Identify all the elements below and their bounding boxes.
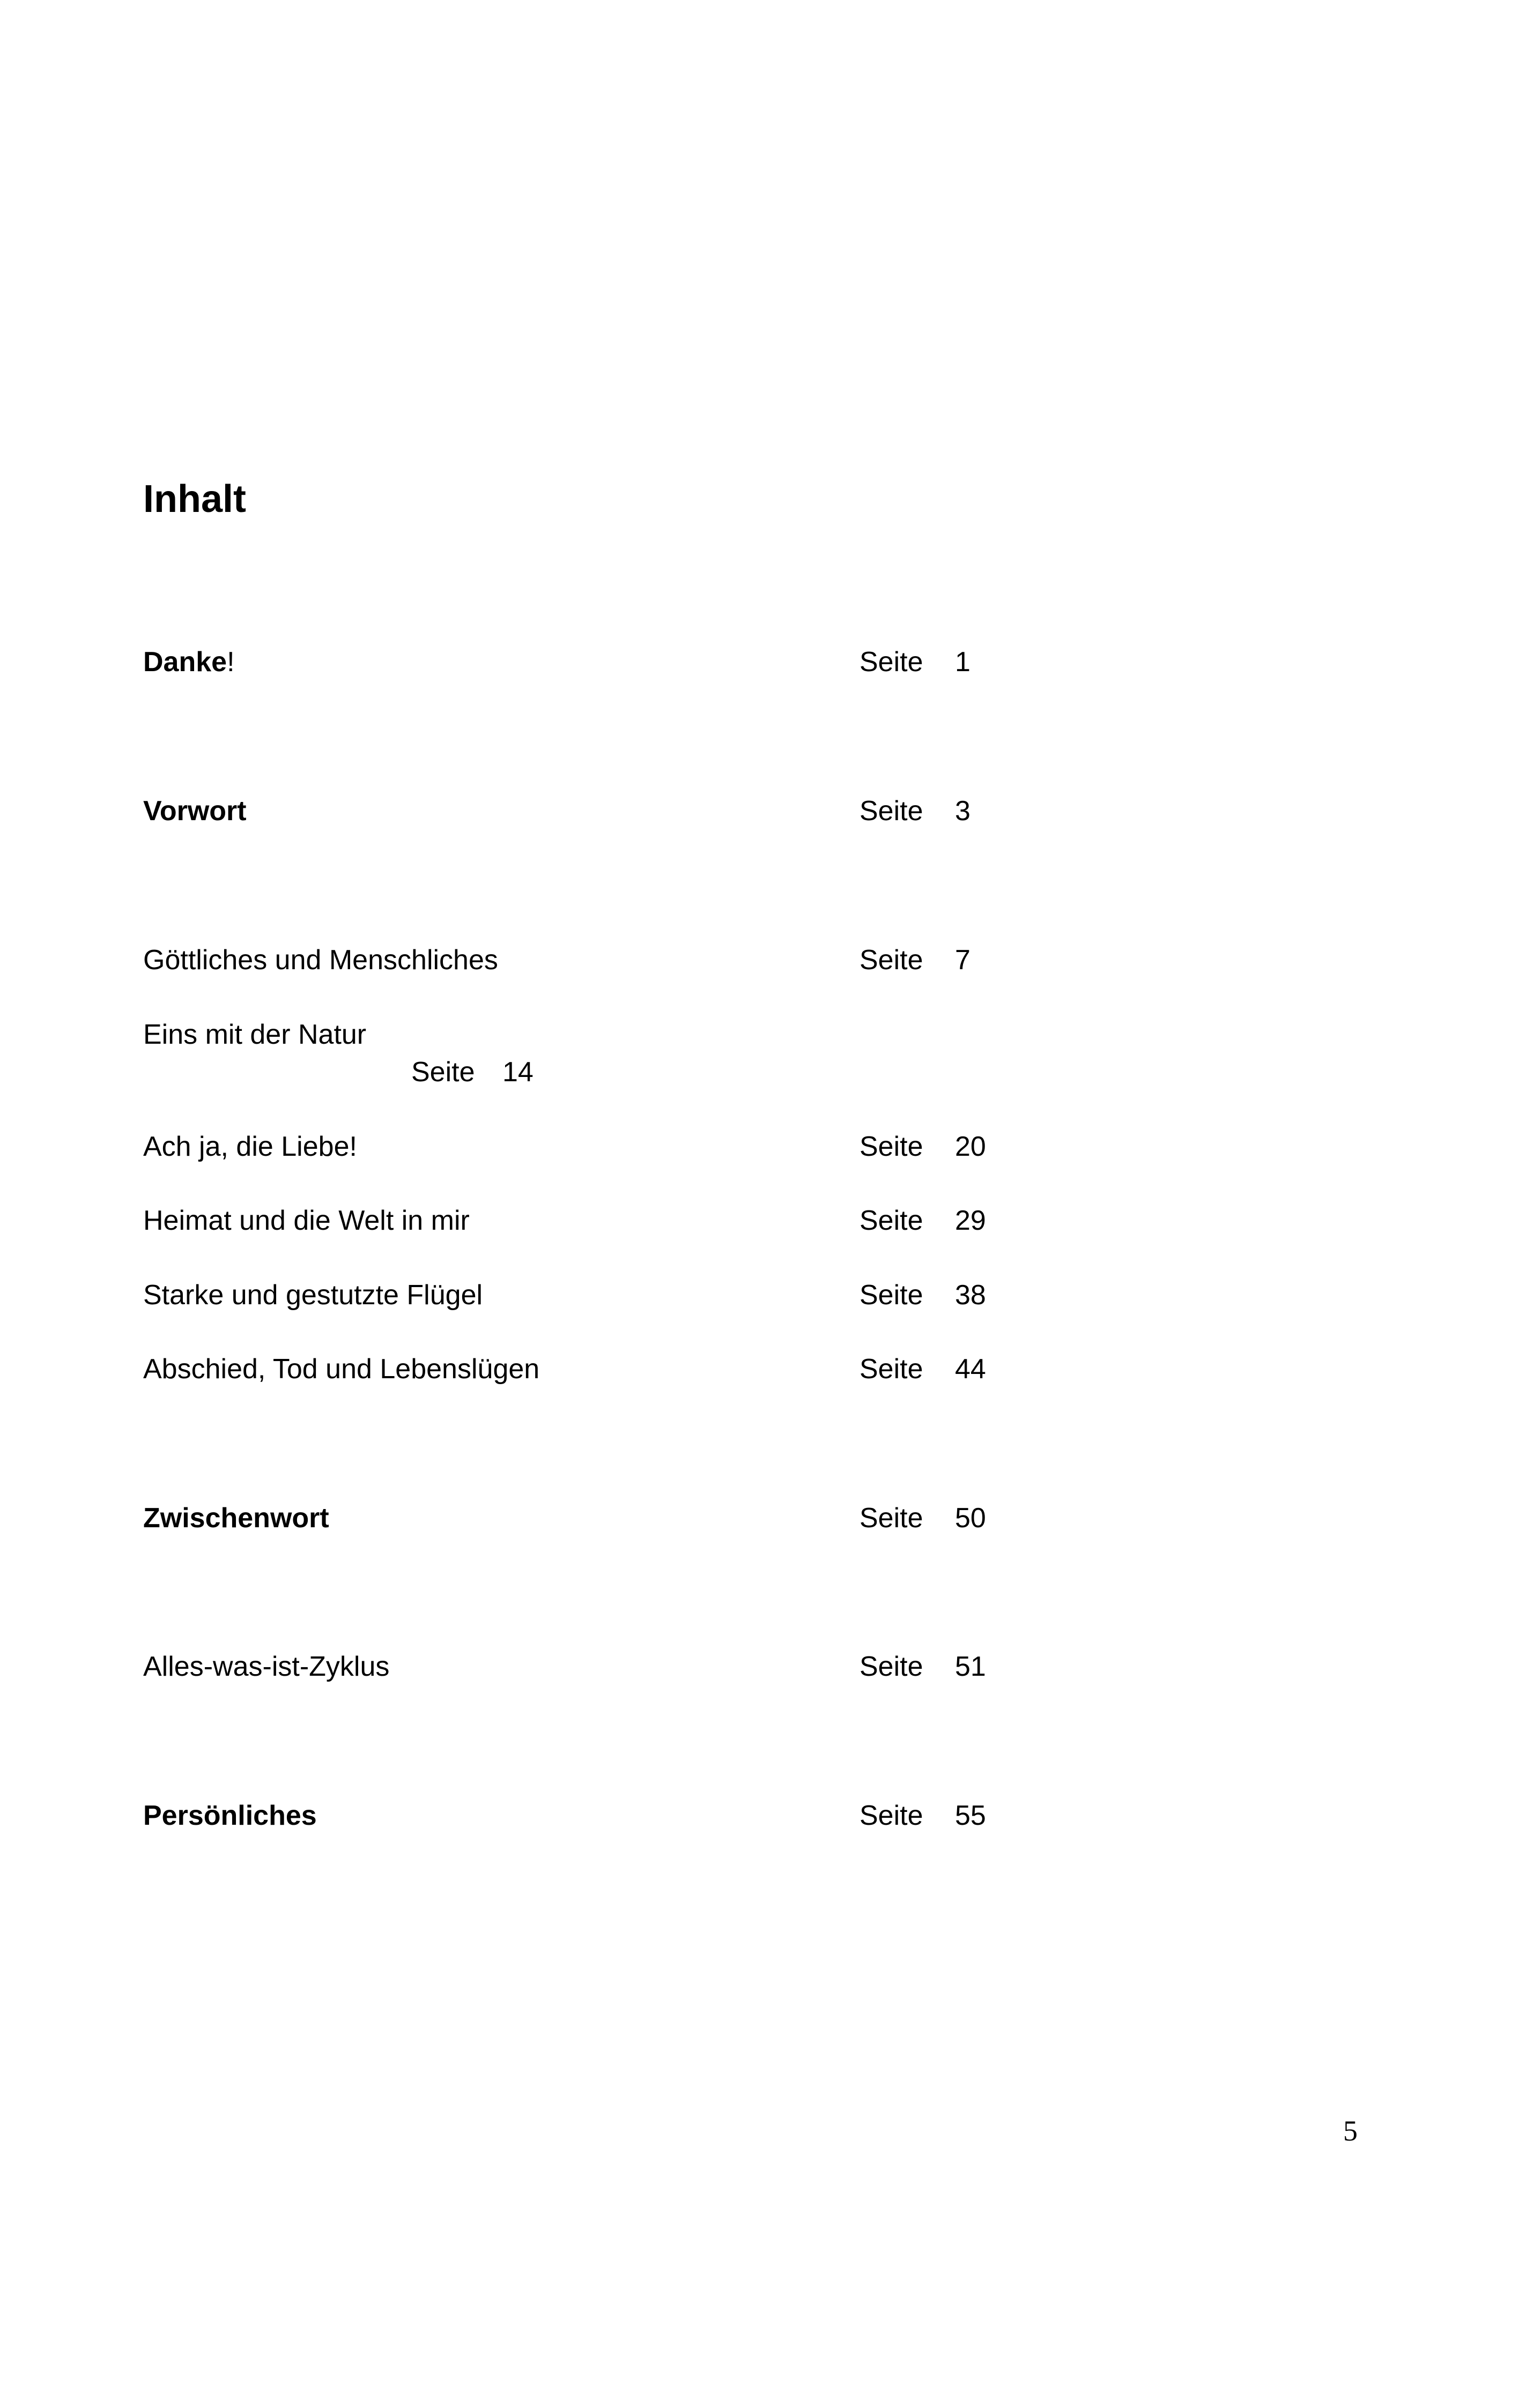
toc-entry-title-bold: Danke — [143, 646, 227, 678]
toc-entry-title: Persönliches — [143, 1800, 317, 1831]
toc-entry-zwischenwort — [143, 1499, 1055, 1537]
toc-entry-vorwort — [143, 792, 1055, 830]
toc-page-number: 7 — [955, 945, 970, 976]
toc-page-number: 29 — [955, 1205, 986, 1236]
seite-label: Seite — [859, 1354, 923, 1385]
page-title: Inhalt — [143, 478, 246, 521]
seite-label: Seite — [859, 1800, 923, 1831]
seite-label: Seite — [859, 646, 923, 678]
toc-page-number: 51 — [955, 1651, 986, 1682]
toc-entry-title: Heimat und die Welt in mir — [143, 1205, 470, 1236]
toc-entry-title: Ach ja, die Liebe! — [143, 1131, 357, 1162]
seite-label: Seite — [411, 1057, 475, 1088]
toc-entry-title: Abschied, Tod und Lebenslügen — [143, 1354, 540, 1385]
seite-label: Seite — [859, 796, 923, 827]
toc-page-number: 50 — [955, 1503, 986, 1534]
seite-label: Seite — [859, 945, 923, 976]
seite-label: Seite — [859, 1503, 923, 1534]
toc-entry-title: Eins mit der Natur — [143, 1019, 367, 1050]
toc-page-number: 55 — [955, 1800, 986, 1831]
toc-entry-zyklus — [143, 1648, 1055, 1685]
toc-entry-title: Zwischenwort — [143, 1503, 329, 1534]
toc-entry-abschied — [143, 1350, 1055, 1388]
toc-page-number: 14 — [502, 1057, 533, 1088]
toc-entry-danke — [143, 643, 1055, 681]
toc-entry-liebe — [143, 1128, 1055, 1165]
toc-entry-title: Alles-was-ist-Zyklus — [143, 1651, 390, 1682]
seite-label: Seite — [859, 1280, 923, 1311]
toc-entry-heimat — [143, 1202, 1055, 1239]
seite-label: Seite — [859, 1205, 923, 1236]
toc-page-number: 1 — [955, 646, 970, 678]
toc-entry-title — [143, 643, 235, 681]
toc-entry-title: Vorwort — [143, 796, 247, 827]
toc-entry-fluegel — [143, 1276, 1055, 1314]
toc-page-number: 38 — [955, 1280, 986, 1311]
toc-entry-title-rest: ! — [227, 646, 235, 678]
seite-label: Seite — [859, 1651, 923, 1682]
toc-entry-goettliches — [143, 941, 1055, 979]
toc-entry-title: Göttliches und Menschliches — [143, 945, 498, 976]
toc-entry-natur — [143, 1016, 1055, 1091]
seite-label: Seite — [859, 1131, 923, 1162]
page-number: 5 — [1343, 2115, 1358, 2147]
toc-page-number: 20 — [955, 1131, 986, 1162]
toc-entry-persoenliches — [143, 1797, 1055, 1834]
toc-page-number: 44 — [955, 1354, 986, 1385]
toc-page-number: 3 — [955, 796, 970, 827]
toc-entry-title: Starke und gestutzte Flügel — [143, 1280, 483, 1311]
